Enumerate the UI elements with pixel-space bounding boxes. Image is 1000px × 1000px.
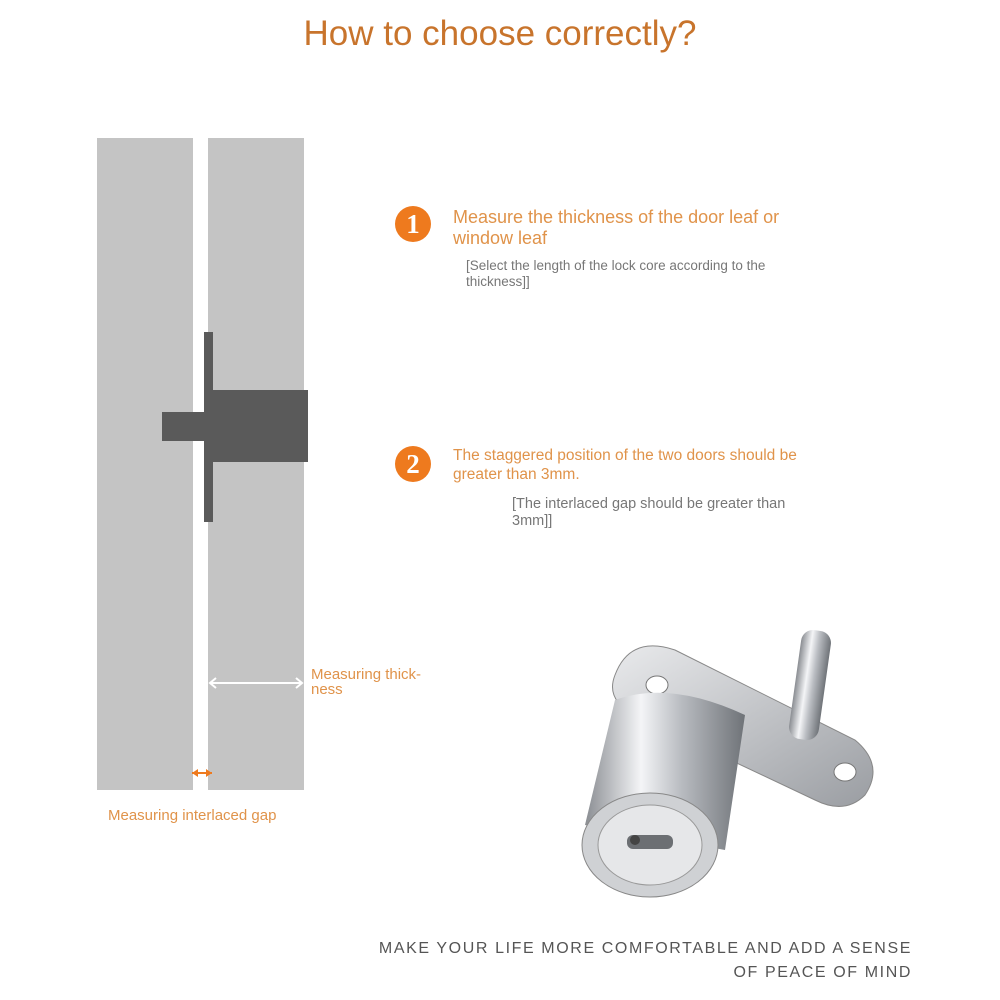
thickness-label: Measuring thick- ness [311, 666, 422, 698]
lock-body [213, 390, 308, 462]
gap-label: Measuring interlaced gap [108, 807, 277, 824]
step-note: [The interlaced gap should be greater than 3mm]] [512, 496, 786, 529]
right-door-panel [208, 138, 304, 790]
cabinet-lock-photo [575, 620, 895, 910]
slogan [379, 937, 912, 985]
slogan-line-2: OF PEACE OF MIND [733, 964, 912, 981]
step-heading: The staggered position of the two doors should be greater than 3mm. [453, 447, 797, 483]
slogan-line-1: MAKE YOUR LIFE MORE COMFORTABLE AND ADD A SENSE [378, 940, 912, 957]
step-number-badge: 2 [395, 446, 431, 482]
step-heading: Measure the thickness of the door leaf or window leaf [453, 207, 780, 248]
lock-plate [204, 332, 213, 522]
page-title: How to choose correctly? [303, 14, 697, 53]
left-door-panel [97, 138, 193, 790]
step-note: [Select the length of the lock core according to the thickness]] [466, 258, 766, 289]
step-number-badge: 1 [395, 206, 431, 242]
gap-arrow-icon [190, 767, 214, 779]
lock-bolt [162, 412, 204, 441]
thickness-arrow-icon [206, 676, 306, 690]
